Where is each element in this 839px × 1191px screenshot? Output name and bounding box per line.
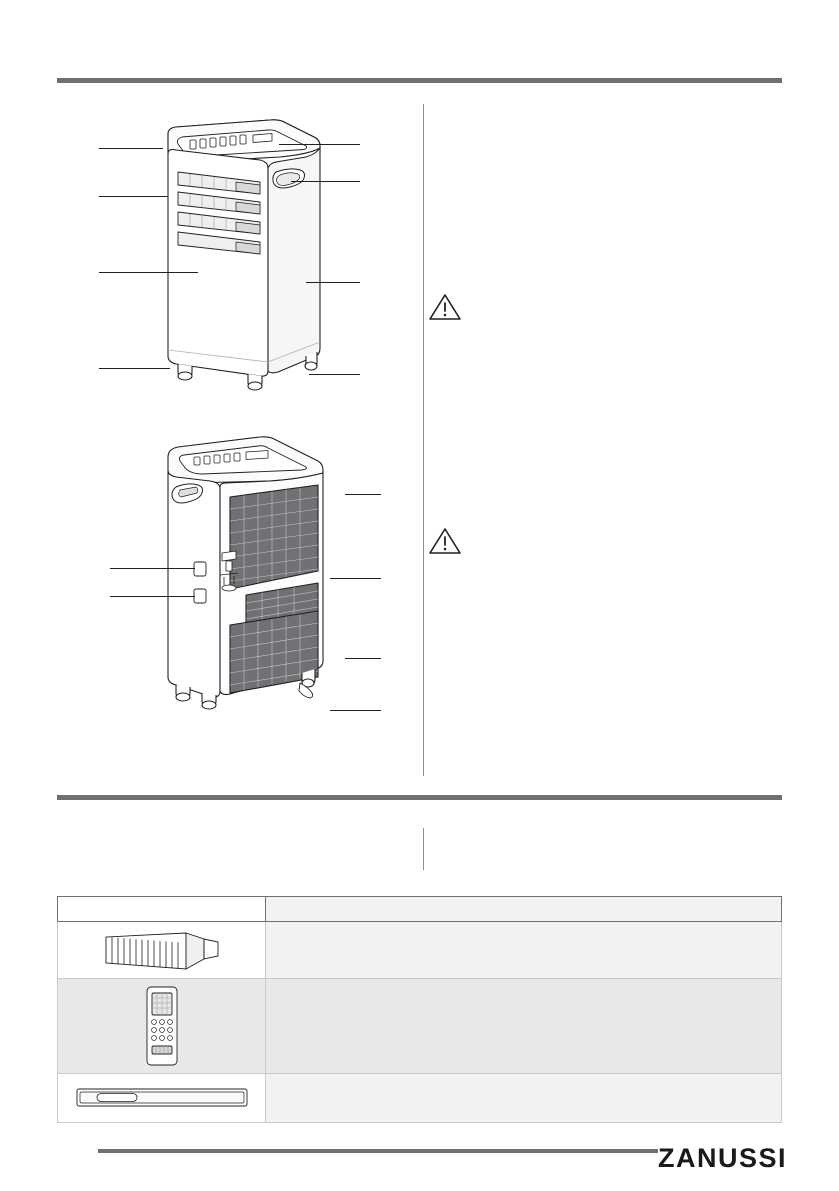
accessory-description-cell — [266, 1074, 782, 1123]
callout-line-upper-drain-plug — [110, 568, 195, 569]
warning-triangle-icon-2 — [428, 526, 462, 556]
table-row — [58, 1074, 782, 1123]
brand-logo: ZANUSSI — [657, 1143, 787, 1173]
remote-control-icon — [59, 985, 264, 1067]
column-divider-lower — [423, 828, 424, 870]
window-slider-kit-icon — [59, 1085, 264, 1111]
table-row — [58, 979, 782, 1074]
accessory-description-cell — [266, 979, 782, 1074]
accessories-table-header-row — [58, 897, 782, 922]
accessory-description-cell — [266, 922, 782, 979]
section-rule-top — [57, 78, 782, 83]
accessory-image-cell — [58, 922, 266, 979]
exhaust-hose-icon — [59, 929, 264, 971]
callout-line-drain-outlet — [330, 710, 381, 711]
warning-triangle-icon-1 — [428, 292, 462, 322]
accessory-image-cell — [58, 979, 266, 1074]
callout-line-caster-wheel — [99, 368, 170, 369]
callout-line-control-panel — [99, 148, 163, 149]
product-front-view — [120, 110, 350, 400]
callout-line-exhaust-air-outlet — [330, 578, 381, 579]
callout-line-upper-air-intake-filter — [345, 494, 381, 495]
accessory-image-cell — [58, 1074, 266, 1123]
callout-line-side-panel — [306, 282, 360, 283]
accessories-header-image — [58, 897, 266, 922]
callout-line-base — [309, 374, 360, 375]
column-divider-upper — [423, 104, 424, 776]
callout-line-handle — [291, 181, 360, 182]
callout-line-cabinet-front — [99, 272, 198, 273]
accessories-table — [57, 896, 782, 1123]
callout-line-lower-air-intake-filter — [345, 658, 381, 659]
callout-line-air-outlet-louvers — [99, 196, 168, 197]
callout-line-signal-receiver — [279, 144, 360, 145]
accessories-header-description — [266, 897, 782, 922]
table-row — [58, 922, 782, 979]
product-rear-view — [150, 425, 365, 725]
footer-rule — [98, 1149, 658, 1153]
callout-line-lower-drain-plug — [110, 596, 195, 597]
section-rule-middle — [57, 795, 782, 800]
